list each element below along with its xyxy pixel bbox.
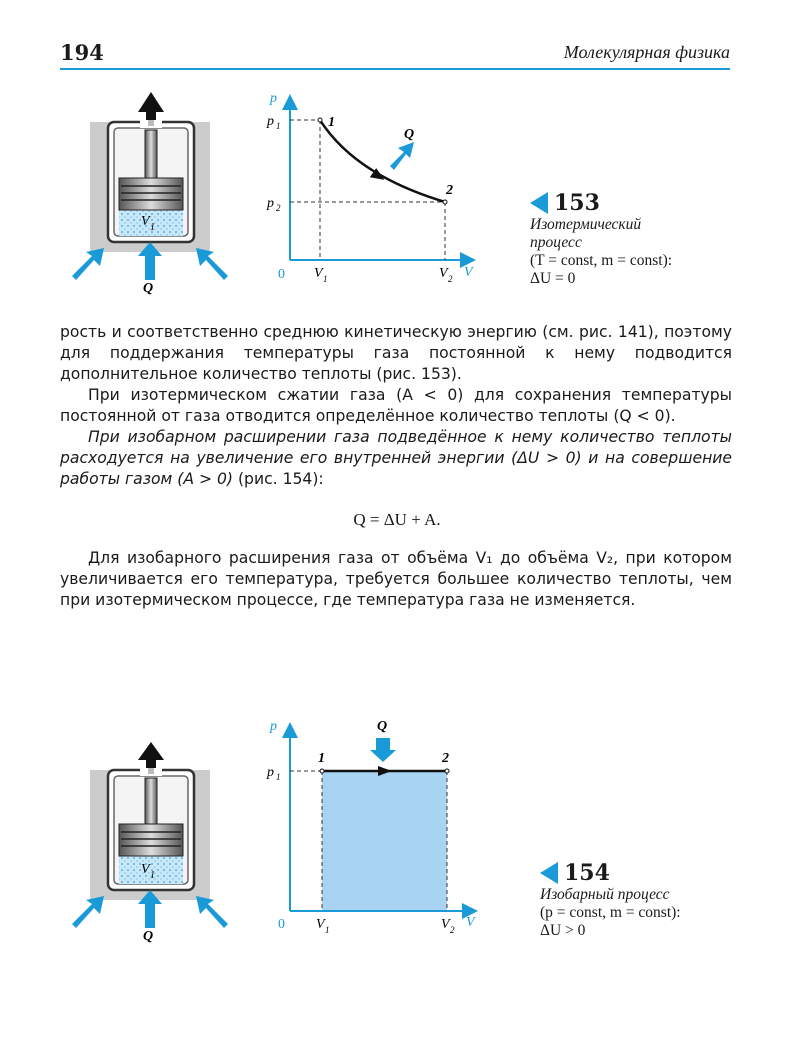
figure-153-caption xyxy=(530,190,672,288)
formula: Q = ΔU + A. xyxy=(353,510,441,529)
paragraph: При изотермическом сжатии газа (A < 0) для сохранения температуры постоянной от газа отводится определённое количество теплоты (Q < 0). xyxy=(60,386,732,425)
svg-text:V: V xyxy=(464,265,473,280)
svg-text:Q: Q xyxy=(404,127,415,142)
figure-title: Изотермический xyxy=(530,216,642,233)
svg-text:1: 1 xyxy=(276,772,281,782)
paragraph: При изобарном расширении газа подведённое к нему количество теплоты расходуется на увеличение его внутренней энергии (ΔU > 0) и на совершение работы газом (A > 0) (рис. 154): xyxy=(60,428,732,488)
svg-text:V: V xyxy=(439,266,448,281)
svg-text:V: V xyxy=(314,266,323,281)
gas-cylinder xyxy=(90,92,210,252)
svg-text:p: p xyxy=(270,91,277,106)
heat-arrow-icon xyxy=(370,738,396,762)
svg-text:p: p xyxy=(267,765,274,780)
svg-text:V: V xyxy=(316,917,325,932)
figure-153 xyxy=(0,80,794,310)
svg-text:2: 2 xyxy=(450,925,455,935)
svg-text:V: V xyxy=(466,915,475,930)
paragraph: Для изобарного расширения газа от объёма V₁ до объёма V₂, при котором увеличивается его температура, требуется большее количество теплоты, чем при изотермическом процессе, где температура газа не изменяется. xyxy=(60,549,732,609)
svg-text:0: 0 xyxy=(278,267,285,282)
figure-number: 154 xyxy=(540,860,681,886)
svg-text:1: 1 xyxy=(323,274,328,284)
body-text-block-2 xyxy=(60,548,732,611)
figure-conditions: (p = const, m = const): xyxy=(540,904,681,921)
running-title: Молекулярная физика xyxy=(563,42,730,62)
figure-number: 153 xyxy=(530,190,672,216)
triangle-marker-icon xyxy=(540,862,558,884)
svg-text:1: 1 xyxy=(325,925,330,935)
triangle-marker-icon xyxy=(530,192,548,214)
svg-text:0: 0 xyxy=(278,917,285,932)
svg-text:1: 1 xyxy=(276,121,281,131)
figure-energy: ΔU = 0 xyxy=(530,270,576,287)
svg-text:1: 1 xyxy=(150,870,155,881)
work-area xyxy=(322,771,447,911)
svg-text:p: p xyxy=(270,719,277,734)
svg-text:V: V xyxy=(141,862,150,877)
body-text-block-1 xyxy=(60,322,732,490)
svg-text:p: p xyxy=(267,196,274,211)
heat-arrow-icon xyxy=(196,896,228,928)
svg-text:Q: Q xyxy=(143,929,154,944)
heat-arrows xyxy=(72,242,228,296)
svg-text:p: p xyxy=(267,114,274,129)
svg-text:2: 2 xyxy=(446,183,453,198)
pv-graph-isobaric xyxy=(266,719,476,935)
svg-text:Q: Q xyxy=(377,719,388,734)
heat-arrow-icon xyxy=(390,142,414,170)
heat-arrow-icon xyxy=(196,248,228,280)
svg-text:2: 2 xyxy=(442,751,449,766)
figure-title: Изобарный процесс xyxy=(540,886,670,903)
svg-text:2: 2 xyxy=(276,203,281,213)
svg-text:1: 1 xyxy=(150,222,155,233)
svg-text:Q: Q xyxy=(143,281,154,296)
pv-graph-isothermal xyxy=(266,91,474,284)
figure-154-caption xyxy=(540,860,681,940)
svg-text:V: V xyxy=(141,214,150,229)
figure-conditions: (T = const, m = const): xyxy=(530,252,673,269)
heat-arrow-icon xyxy=(72,248,104,280)
svg-text:V: V xyxy=(441,917,450,932)
svg-text:1: 1 xyxy=(328,115,335,130)
page-number: 194 xyxy=(60,40,104,65)
heat-arrows xyxy=(72,890,228,944)
heat-arrow-icon xyxy=(72,896,104,928)
header-rule xyxy=(60,68,730,70)
gas-cylinder xyxy=(90,742,210,900)
svg-text:2: 2 xyxy=(448,274,453,284)
paragraph: рость и соответственно среднюю кинетическую энергию (см. рис. 141), поэтому для поддержания температуры газа постоянной к нему подводится дополнительное количество теплоты (рис. 153). xyxy=(60,323,732,383)
figure-title: процесс xyxy=(530,234,582,251)
figure-energy: ΔU > 0 xyxy=(540,922,586,939)
svg-text:1: 1 xyxy=(318,751,325,766)
